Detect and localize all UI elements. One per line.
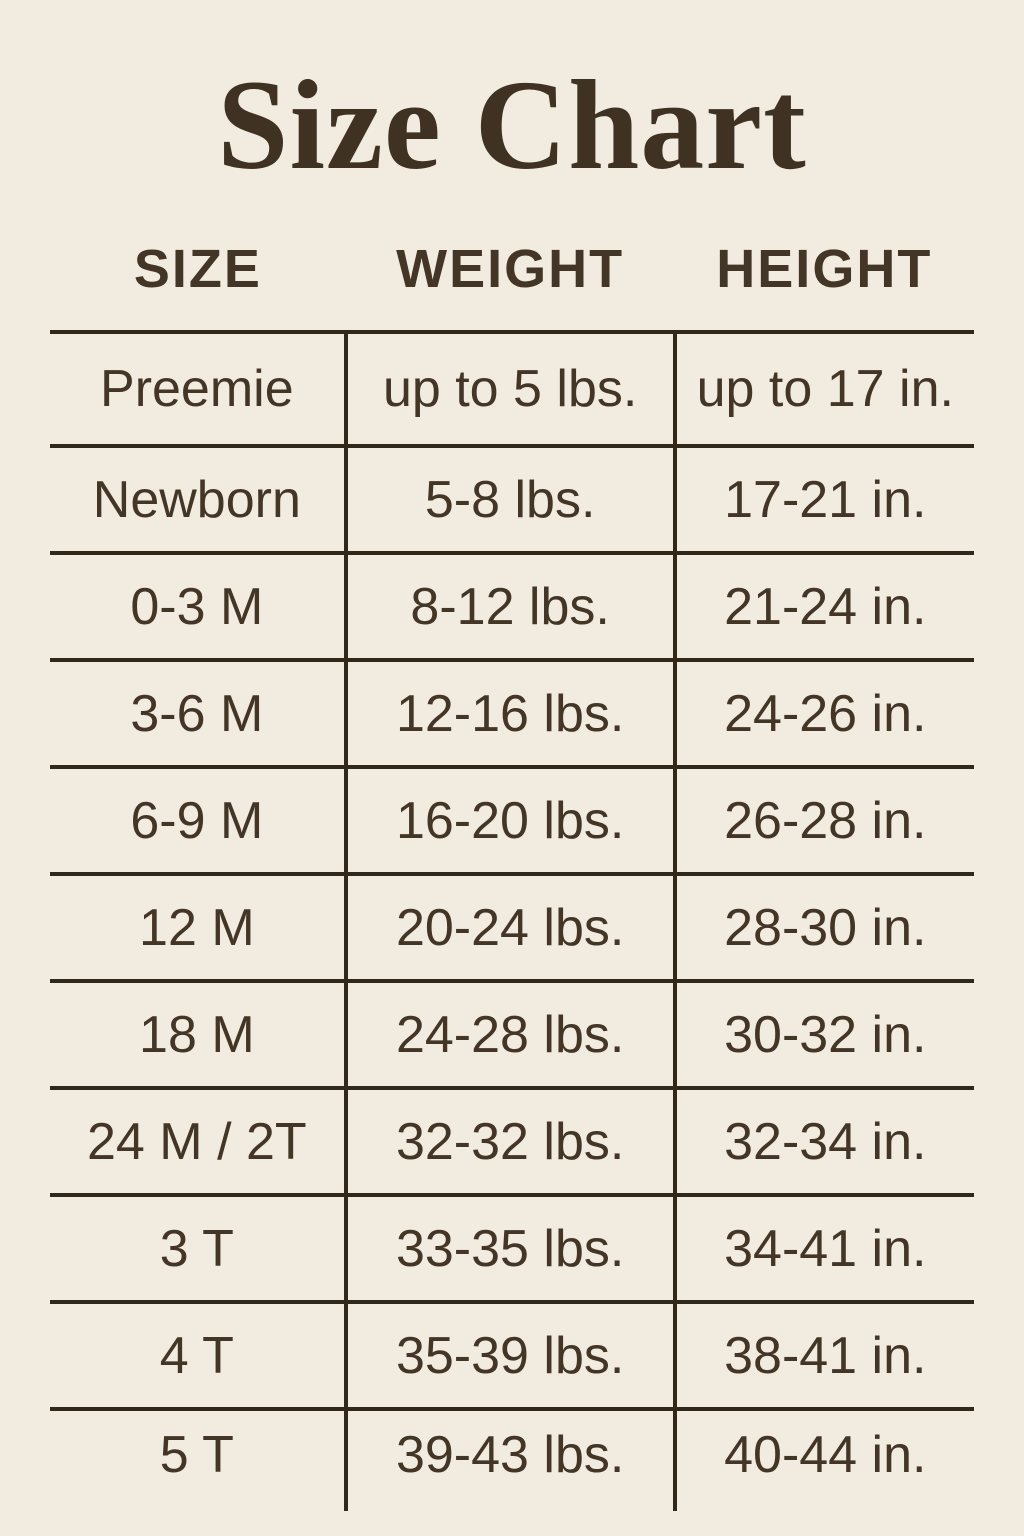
- size-cell: Newborn: [92, 470, 301, 529]
- table-row: [50, 446, 974, 553]
- height-cell: 21-24 in.: [724, 577, 927, 636]
- header-row: [50, 200, 974, 332]
- size-cell: 5 T: [159, 1426, 234, 1485]
- page-title: Size Chart: [217, 54, 807, 196]
- weight-cell: 24-28 lbs.: [346, 981, 675, 1088]
- size-chart-table: [50, 200, 974, 1511]
- table-row: [50, 981, 974, 1088]
- column-header-height: HEIGHT: [716, 239, 933, 300]
- table-row: [50, 553, 974, 660]
- height-cell: 24-26 in.: [724, 684, 927, 743]
- column-header-weight: WEIGHT: [396, 239, 625, 300]
- height-cell: up to 17 in.: [696, 360, 954, 419]
- weight-cell: up to 5 lbs.: [346, 332, 675, 446]
- size-cell: 18 M: [139, 1005, 255, 1064]
- height-cell: 17-21 in.: [724, 470, 927, 529]
- height-cell: 34-41 in.: [724, 1219, 927, 1278]
- weight-cell: 16-20 lbs.: [346, 767, 675, 874]
- table-row: [50, 874, 974, 981]
- height-cell: 28-30 in.: [724, 898, 927, 957]
- weight-cell: 5-8 lbs.: [346, 446, 675, 553]
- size-cell: 6-9 M: [130, 791, 264, 850]
- size-cell: 3-6 M: [130, 684, 264, 743]
- height-cell: 26-28 in.: [724, 791, 927, 850]
- weight-cell: 39-43 lbs.: [346, 1409, 675, 1511]
- table-row: [50, 1195, 974, 1302]
- height-cell: 32-34 in.: [724, 1112, 927, 1171]
- weight-cell: 33-35 lbs.: [346, 1195, 675, 1302]
- height-cell: 38-41 in.: [724, 1326, 927, 1385]
- weight-cell: 20-24 lbs.: [346, 874, 675, 981]
- size-cell: 24 M / 2T: [87, 1112, 307, 1171]
- table-row: [50, 767, 974, 874]
- column-header-size: SIZE: [133, 239, 262, 300]
- size-cell: Preemie: [100, 360, 294, 419]
- size-cell: 4 T: [159, 1326, 234, 1385]
- weight-cell: 35-39 lbs.: [346, 1302, 675, 1409]
- size-cell: 0-3 M: [130, 577, 264, 636]
- height-cell: 30-32 in.: [724, 1005, 927, 1064]
- weight-cell: 8-12 lbs.: [346, 553, 675, 660]
- table-row: [50, 1088, 974, 1195]
- weight-cell: 12-16 lbs.: [346, 660, 675, 767]
- table-row: [50, 1409, 974, 1511]
- table-row: [50, 660, 974, 767]
- height-cell: 40-44 in.: [724, 1426, 927, 1485]
- table-row: [50, 1302, 974, 1409]
- weight-cell: 32-32 lbs.: [346, 1088, 675, 1195]
- size-cell: 3 T: [159, 1219, 234, 1278]
- size-cell: 12 M: [139, 898, 255, 957]
- table-row: [50, 332, 974, 446]
